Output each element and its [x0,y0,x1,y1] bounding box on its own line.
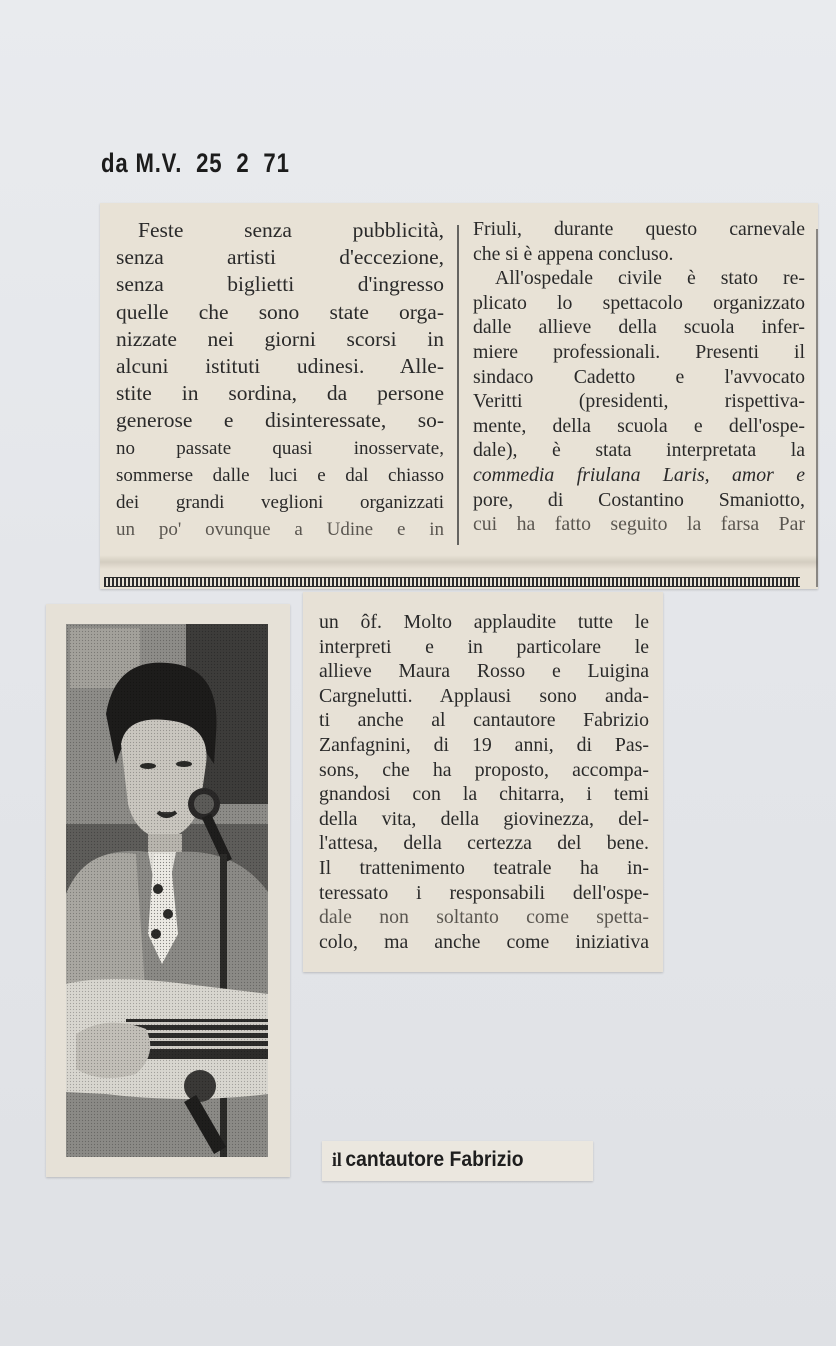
handwritten-date-note: da M.V. 25 2 71 [101,148,290,178]
article-line: senza biglietti d'ingresso [116,272,444,297]
article-line: un po' ovunque a Udine e in [116,519,444,541]
article-line: dalle allieve della scuola infer- [473,316,805,339]
article-line: che si è appena concluso. [473,242,674,265]
article-line: Zanfagnini, di 19 anni, di Pas- [319,733,649,756]
article-clipping-continuation [303,592,663,972]
singer-photo [66,624,268,1157]
column-divider [457,225,459,545]
article-line: teressato i responsabili dell'ospe- [319,881,649,904]
article-line: Veritti (presidenti, rispettiva- [473,390,805,413]
article-line: un ôf. Molto applaudite tutte le [319,611,649,633]
article-left-column [116,217,444,543]
article-line: plicato lo spettacolo organizzato [473,291,805,314]
article-line: Feste senza pubblicità, [138,218,444,242]
article-line: sindaco Cadetto e l'avvocato [473,365,805,388]
article-line: no passate quasi inosservate, [116,437,444,459]
article-line: della vita, della giovinezza, del- [319,807,649,830]
article-line: colo, ma anche come iniziativa [319,930,649,953]
singer-with-guitar-image [66,624,268,1157]
article-line: commedia friulana Laris, amor e [473,463,805,486]
caption-prefix: il [332,1150,342,1171]
article-line: cui ha fatto seguito la farsa Par [473,513,805,536]
article-line: pore, di Costantino Smaniotto, [473,488,805,511]
article-continuation-column [319,610,649,954]
paper-fold [100,555,818,569]
article-line: generose e disinteressate, so- [116,408,444,433]
article-line: l'attesa, della certezza del bene. [319,832,649,855]
article-line: senza artisti d'eccezione, [116,245,444,270]
article-line: nizzate nei giorni scorsi in [116,326,444,351]
article-line: dale non soltanto come spetta- [319,906,649,929]
column-edge-rule [816,229,818,587]
article-clipping-top [100,203,818,589]
article-line: All'ospedale civile è stato re- [495,267,805,290]
article-line: miere professionali. Presenti il [473,340,805,363]
article-line: dei grandi veglioni organizzati [116,492,444,514]
photo-caption [332,1148,524,1172]
photo-caption-clipping [322,1141,593,1181]
article-line: gnandosi con la chitarra, i temi [319,783,649,806]
article-line: ti anche al cantautore Fabrizio [319,709,649,732]
article-line: dale), è stata interpretata la [473,439,805,462]
article-line: Il trattenimento teatrale ha in- [319,856,649,879]
article-line: interpreti e in particolare le [319,635,649,658]
article-line: mente, della scuola e dell'ospe- [473,414,805,437]
article-line: sommerse dalle luci e dal chiasso [116,464,444,486]
article-line: Cargnelutti. Applausi sono anda- [319,684,649,707]
article-right-column [473,217,805,537]
article-line: stite in sordina, da persone [116,381,444,406]
article-line: sons, che ha proposto, accompa- [319,758,649,781]
decorative-border-rule [104,577,800,587]
article-line: allieve Maura Rosso e Luigina [319,660,649,683]
photo-clipping [46,604,290,1177]
article-line: quelle che sono state orga- [116,299,444,324]
caption-text: cantautore Fabrizio [345,1148,524,1171]
article-line: Friuli, durante questo carnevale [473,218,805,240]
article-line: alcuni istituti udinesi. Alle- [116,354,444,379]
